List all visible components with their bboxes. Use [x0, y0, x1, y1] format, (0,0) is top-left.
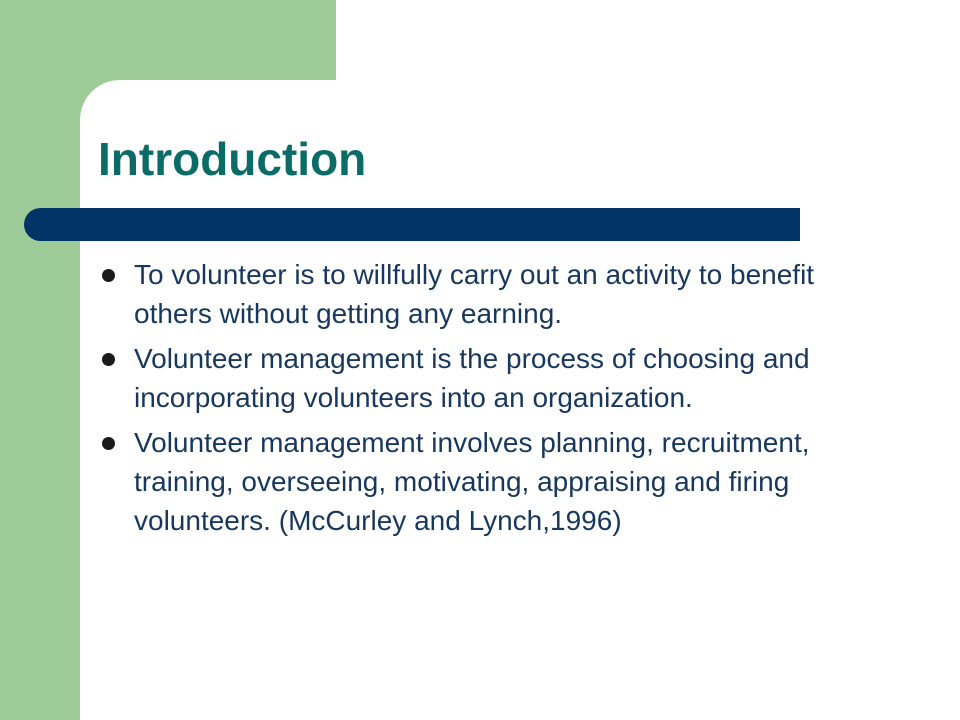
bullet-text: To volunteer is to willfully carry out an activity to benefit others without getting any earning.	[134, 259, 815, 329]
bullet-item	[98, 255, 888, 333]
bullet-dot-icon	[102, 269, 115, 282]
title-underline-bar	[24, 208, 800, 241]
bullet-item	[98, 339, 888, 417]
bullet-dot-icon	[102, 437, 115, 450]
bullet-list	[98, 255, 888, 546]
bullet-text: Volunteer management is the process of choosing and incorporating volunteers into an organization.	[134, 343, 810, 413]
bullet-item	[98, 423, 888, 540]
slide-title: Introduction	[98, 133, 367, 185]
bullet-dot-icon	[102, 353, 115, 366]
bullet-text: Volunteer management involves planning, recruitment, training, overseeing, motivating, appraising and firing volunteers. (McCurley and Lynch,1996)	[134, 427, 810, 536]
